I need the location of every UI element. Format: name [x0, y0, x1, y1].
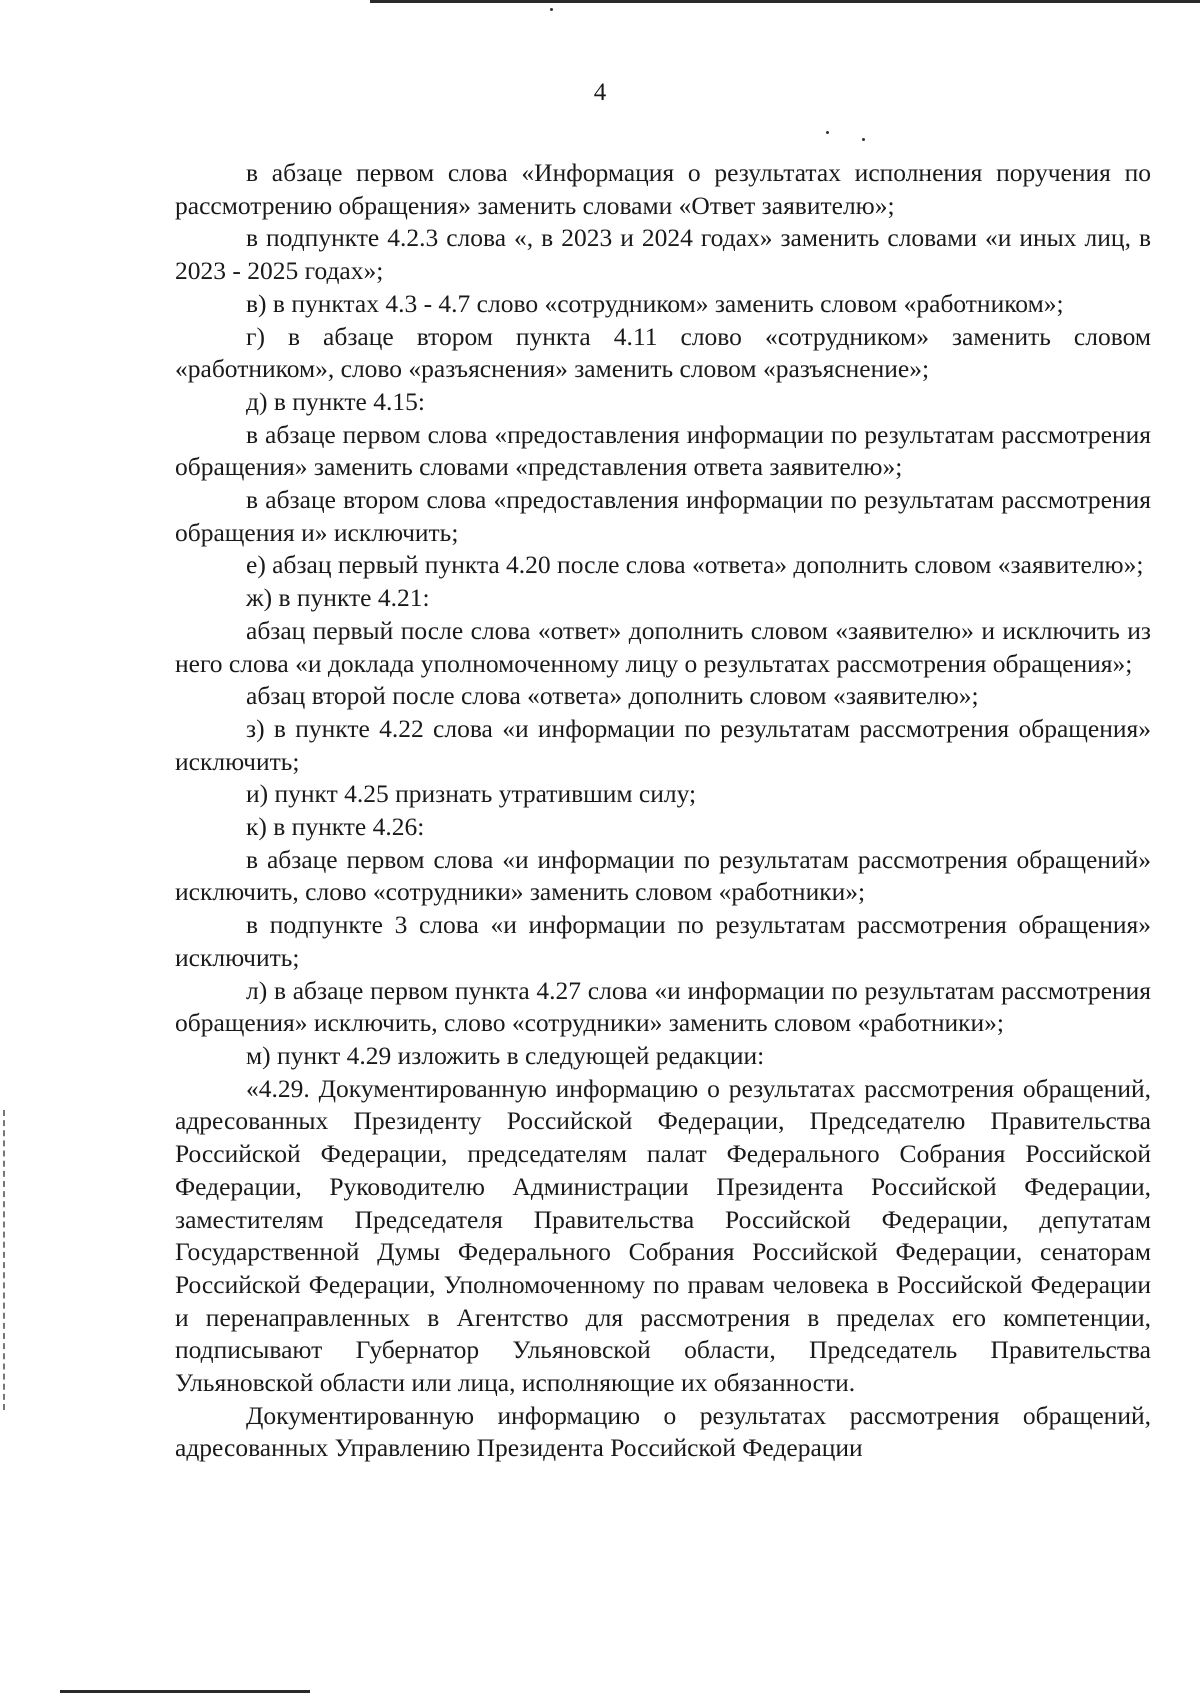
- paragraph: и) пункт 4.25 признать утратившим силу;: [246, 779, 697, 809]
- paragraph: в подпункте 4.2.3 слова «, в 2023 и 2024 годах» заменить словами «и иных лиц, в 2023 - 2025 годах»;: [175, 223, 1151, 286]
- paragraph: в подпункте 3 слова «и информации по результатам рассмотрения обращения» исключить;: [175, 910, 1151, 972]
- paragraph: в абзаце втором слова «предоставления информации по результатам рассмотрения обращения и» исключить;: [175, 485, 1151, 547]
- scan-edge-left: [3, 1110, 7, 1410]
- paragraph: м) пункт 4.29 изложить в следующей редакции:: [246, 1040, 765, 1070]
- scan-speck: [550, 8, 553, 11]
- scan-edge-top: [370, 0, 1200, 3]
- paragraph: в) в пунктах 4.3 - 4.7 слово «сотрудником» заменить словом «работником»;: [246, 288, 1064, 318]
- paragraph: е) абзац первый пункта 4.20 после слова «ответа» дополнить словом «заявителю»;: [246, 550, 1144, 580]
- paragraph: в абзаце первом слова «Информация о результатах исполнения поручения по рассмотрению обращения» заменить словами «Ответ заявителю»;: [175, 158, 1151, 220]
- scan-speck: [862, 138, 865, 141]
- paragraph: з) в пункте 4.22 слова «и информации по результатам рассмотрения обращения» исключить;: [175, 713, 1151, 776]
- paragraph: к) в пункте 4.26:: [246, 812, 425, 842]
- page-number: 4: [593, 79, 607, 106]
- scan-speck: [826, 131, 829, 134]
- paragraph: д) в пункте 4.15:: [246, 386, 425, 416]
- paragraph: в абзаце первом слова «предоставления информации по результатам рассмотрения обращения» заменить словами «представления ответа заявителю»;: [175, 419, 1151, 482]
- paragraph: ж) в пункте 4.21:: [246, 583, 430, 613]
- document-body: [175, 157, 1151, 1465]
- paragraph: «4.29. Документированную информацию о результатах рассмотрения обращений, адресованных Президенту Российской Федерации, Председателю Правительства Российской Федерации, председателям палат Федерального Собрания Российской Федерации, Руководителю Администрации Президента Российской Федерации, заместителям Председателя Правительства Российской Федерации, депутатам Государственной Думы Федерального Собрания Российской Федерации, сенаторам Российской Федерации, Уполномоченному по правам человека в Российской Федерации и перенаправленных в Агентство для рассмотрения в пределах его компетенции, подписывают Губернатор Ульяновской области, Председатель Правительства Ульяновской области или лица, исполняющие их обязанности.: [175, 1073, 1151, 1398]
- paragraph: г) в абзаце втором пункта 4.11 слово «сотрудником» заменить словом «работником», слово «разъяснения» заменить словом «разъяснение»;: [175, 321, 1151, 384]
- scan-edge-bottom: [60, 1690, 310, 1693]
- paragraph: Документированную информацию о результатах рассмотрения обращений, адресованных Управлению Президента Российской Федерации: [175, 1400, 1151, 1463]
- paragraph: абзац второй после слова «ответа» дополнить словом «заявителю»;: [246, 681, 979, 711]
- paragraph: л) в абзаце первом пункта 4.27 слова «и информации по результатам рассмотрения обращения» исключить, слово «сотрудники» заменить словом «работники»;: [175, 975, 1151, 1038]
- paragraph: в абзаце первом слова «и информации по результатам рассмотрения обращений» исключить, слово «сотрудники» заменить словом «работники»;: [175, 844, 1151, 907]
- paragraph: абзац первый после слова «ответ» дополнить словом «заявителю» и исключить из него слова «и доклада уполномоченному лицу о результатах рассмотрения обращения»;: [175, 615, 1151, 678]
